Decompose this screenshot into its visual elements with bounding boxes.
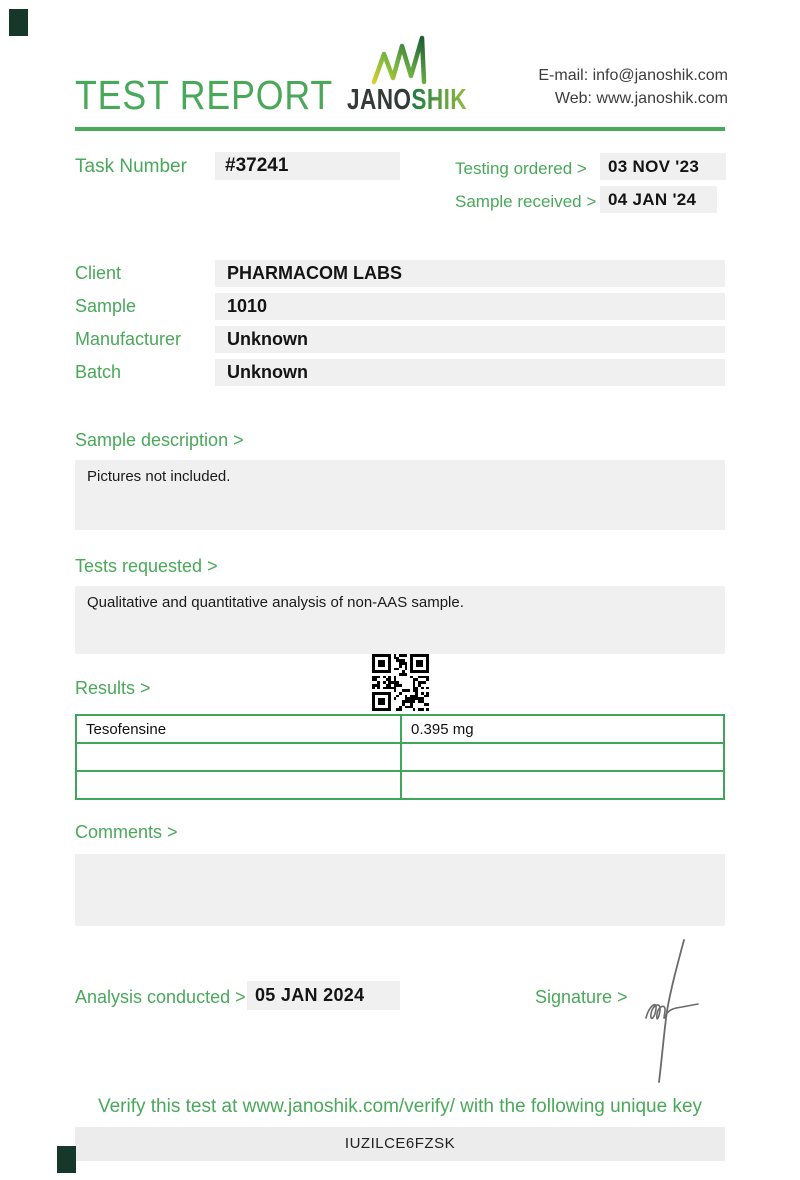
- analysis-date-value: 05 JAN 2024: [247, 981, 400, 1010]
- verify-instruction: Verify this test at www.janoshik.com/verify/ with the following unique key: [97, 1096, 703, 1117]
- sample-description-label: Sample description >: [75, 430, 244, 450]
- sample-description-box: [75, 460, 725, 530]
- brand-secondary: SHIK: [411, 84, 468, 116]
- result-amount: [401, 771, 724, 799]
- testing-ordered-label: Testing ordered >: [455, 159, 587, 178]
- sample-received-value: 04 JAN '24: [600, 186, 717, 213]
- comments-box: [75, 854, 725, 926]
- contact-web: Web: www.janoshik.com: [554, 90, 728, 107]
- sample-label: Sample: [75, 296, 137, 316]
- qr-code: [372, 654, 429, 711]
- page-title: TEST REPORT: [75, 72, 333, 118]
- qr-finder-top-right: [410, 654, 429, 673]
- scan-mark-bottom-left: [57, 1146, 76, 1173]
- qr-finder-top-left: [372, 654, 391, 673]
- task-number-value: #37241: [215, 152, 400, 180]
- result-amount: 0.395 mg: [401, 715, 724, 743]
- qr-finder-bottom-left: [372, 692, 391, 711]
- manufacturer-value: Unknown: [215, 326, 725, 353]
- signature-image: [622, 936, 710, 1086]
- result-substance: [76, 743, 401, 771]
- results-label: Results >: [75, 678, 151, 698]
- header-divider: [75, 127, 725, 131]
- contact-block: [538, 64, 728, 110]
- tests-requested-text: Qualitative and quantitative analysis of non-AAS sample.: [87, 594, 464, 611]
- comments-label: Comments >: [75, 822, 178, 842]
- sample-description-text: Pictures not included.: [87, 468, 231, 485]
- table-row: [76, 743, 724, 771]
- tests-requested-box: [75, 586, 725, 654]
- result-substance: [76, 771, 401, 799]
- contact-email: E-mail: info@janoshik.com: [538, 67, 728, 84]
- brand-wordmark: [347, 84, 467, 117]
- unique-key-value: IUZILCE6FZSK: [75, 1127, 725, 1161]
- client-value: PHARMACOM LABS: [215, 260, 725, 287]
- logo-chart-icon: [362, 34, 436, 86]
- results-table: [75, 714, 725, 800]
- scan-mark-top-left: [9, 9, 28, 36]
- table-row: [76, 771, 724, 799]
- manufacturer-label: Manufacturer: [75, 329, 182, 349]
- analysis-conducted-label: Analysis conducted >: [75, 987, 246, 1007]
- client-label: Client: [75, 263, 122, 283]
- brand-primary: JANO: [347, 84, 412, 116]
- task-number-label: Task Number: [75, 156, 187, 177]
- batch-label: Batch: [75, 362, 122, 382]
- table-row: [76, 715, 724, 743]
- result-amount: [401, 743, 724, 771]
- sample-value: 1010: [215, 293, 725, 320]
- signature-label: Signature >: [535, 987, 628, 1007]
- batch-value: Unknown: [215, 359, 725, 386]
- testing-ordered-value: 03 NOV '23: [600, 153, 726, 180]
- result-substance: Tesofensine: [76, 715, 401, 743]
- tests-requested-label: Tests requested >: [75, 556, 218, 576]
- sample-received-label: Sample received >: [455, 192, 597, 211]
